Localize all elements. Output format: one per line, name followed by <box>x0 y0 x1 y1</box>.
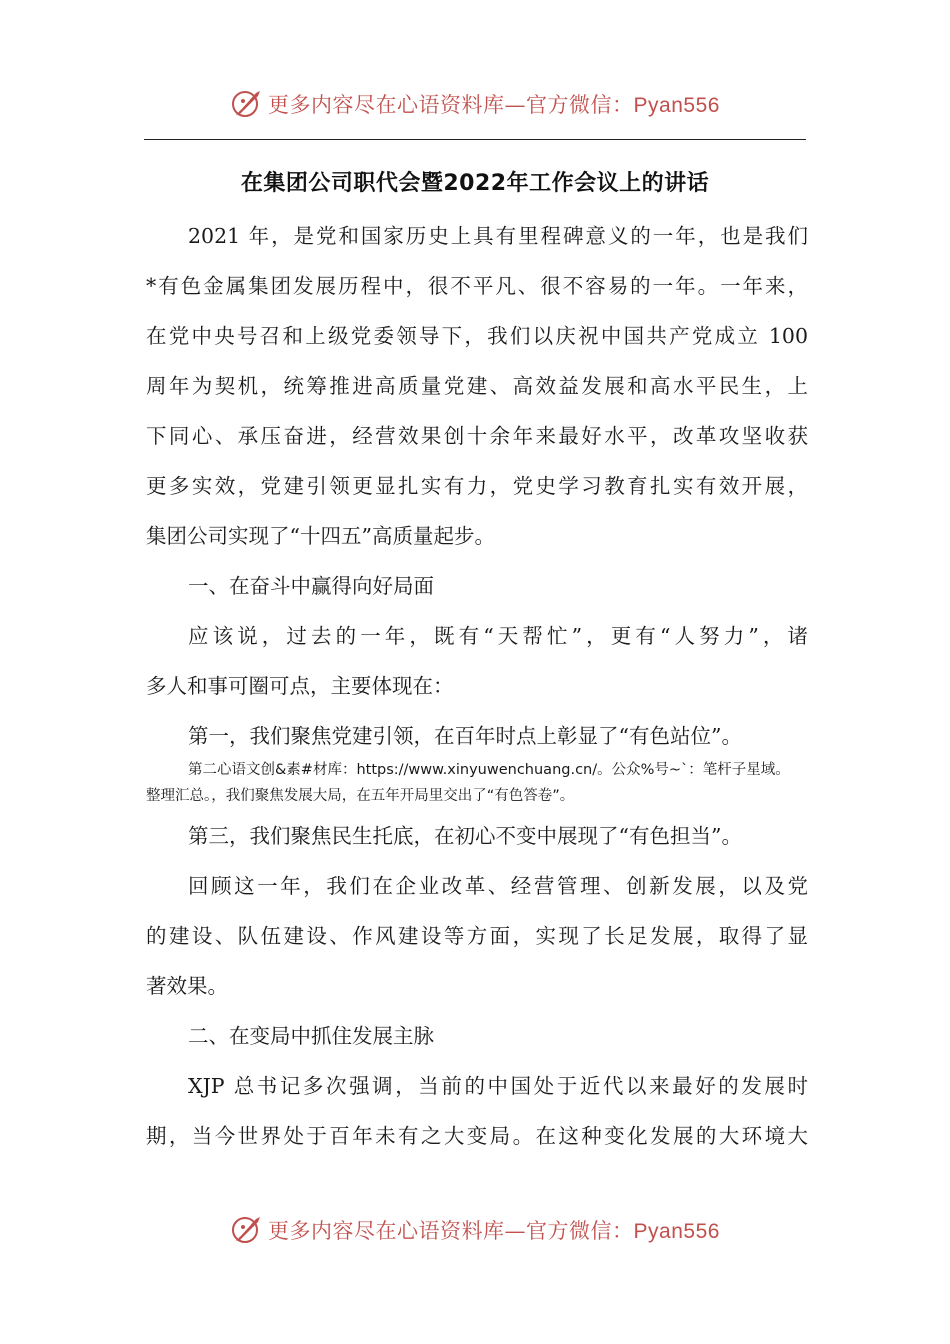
inserted-watermark-line: 第二心语文创&素#材库：https://www.xinyuwenchuang.cn/。公众%号~`：笔杆子星域。 <box>188 762 790 778</box>
paragraph-line: 2021 年，是党和国家历史上具有里程碑意义的一年，也是我们 <box>188 224 808 248</box>
page-title: 在集团公司职代会暨2022年工作会议上的讲话 <box>240 171 710 196</box>
watermark-label: 更多内容尽在心语资料库—官方微信： <box>268 93 634 117</box>
paragraph-line: 在党中央号召和上级党委领导下，我们以庆祝中国共产党成立 100 <box>146 324 808 348</box>
paragraph-line: 著效果。 <box>146 974 228 998</box>
paragraph-line: 多人和事可圈可点，主要体现在： <box>146 674 454 698</box>
paragraph-line: 应该说，过去的一年，既有“天帮忙”，更有“人努力”，诸 <box>188 624 808 648</box>
section-heading: 一、在奋斗中赢得向好局面 <box>188 574 434 598</box>
paragraph-line: 下同心、承压奋进，经营效果创十余年来最好水平，改革攻坚收获 <box>146 424 808 448</box>
watermark-text <box>268 89 720 119</box>
header-divider <box>144 139 806 140</box>
section-heading: 二、在变局中抓住发展主脉 <box>188 1024 434 1048</box>
paragraph-line: 整理汇总。，我们聚焦发展大局，在五年开局里交出了“有色答卷”。 <box>146 788 575 804</box>
watermark-wechat-id: Pyan556 <box>633 1220 720 1243</box>
quill-logo-icon <box>230 87 264 121</box>
paragraph-line: 第一，我们聚焦党建引领，在百年时点上彰显了“有色站位”。 <box>188 724 742 748</box>
watermark-label: 更多内容尽在心语资料库—官方微信： <box>268 1219 634 1243</box>
paragraph-line: 的建设、队伍建设、作风建设等方面，实现了长足发展，取得了显 <box>146 924 808 948</box>
header-watermark <box>0 84 950 124</box>
paragraph-line: 更多实效，党建引领更显扎实有力，党史学习教育扎实有效开展， <box>146 474 808 498</box>
watermark-text <box>268 1215 720 1245</box>
paragraph-line: *有色金属集团发展历程中，很不平凡、很不容易的一年。一年来， <box>146 274 808 298</box>
paragraph-line: 周年为契机，统筹推进高质量党建、高效益发展和高水平民生，上 <box>146 374 808 398</box>
watermark-wechat-id: Pyan556 <box>633 94 720 117</box>
paragraph-line: 期，当今世界处于百年未有之大变局。在这种变化发展的大环境大 <box>146 1124 808 1148</box>
paragraph-line: 第三，我们聚焦民生托底，在初心不变中展现了“有色担当”。 <box>188 824 742 848</box>
paragraph-line: 回顾这一年，我们在企业改革、经营管理、创新发展，以及党 <box>188 874 808 898</box>
paragraph-line: 集团公司实现了“十四五”高质量起步。 <box>146 524 495 548</box>
quill-logo-icon <box>230 1213 264 1247</box>
paragraph-line: XJP 总书记多次强调，当前的中国处于近代以来最好的发展时 <box>188 1074 808 1098</box>
footer-watermark <box>0 1210 950 1250</box>
